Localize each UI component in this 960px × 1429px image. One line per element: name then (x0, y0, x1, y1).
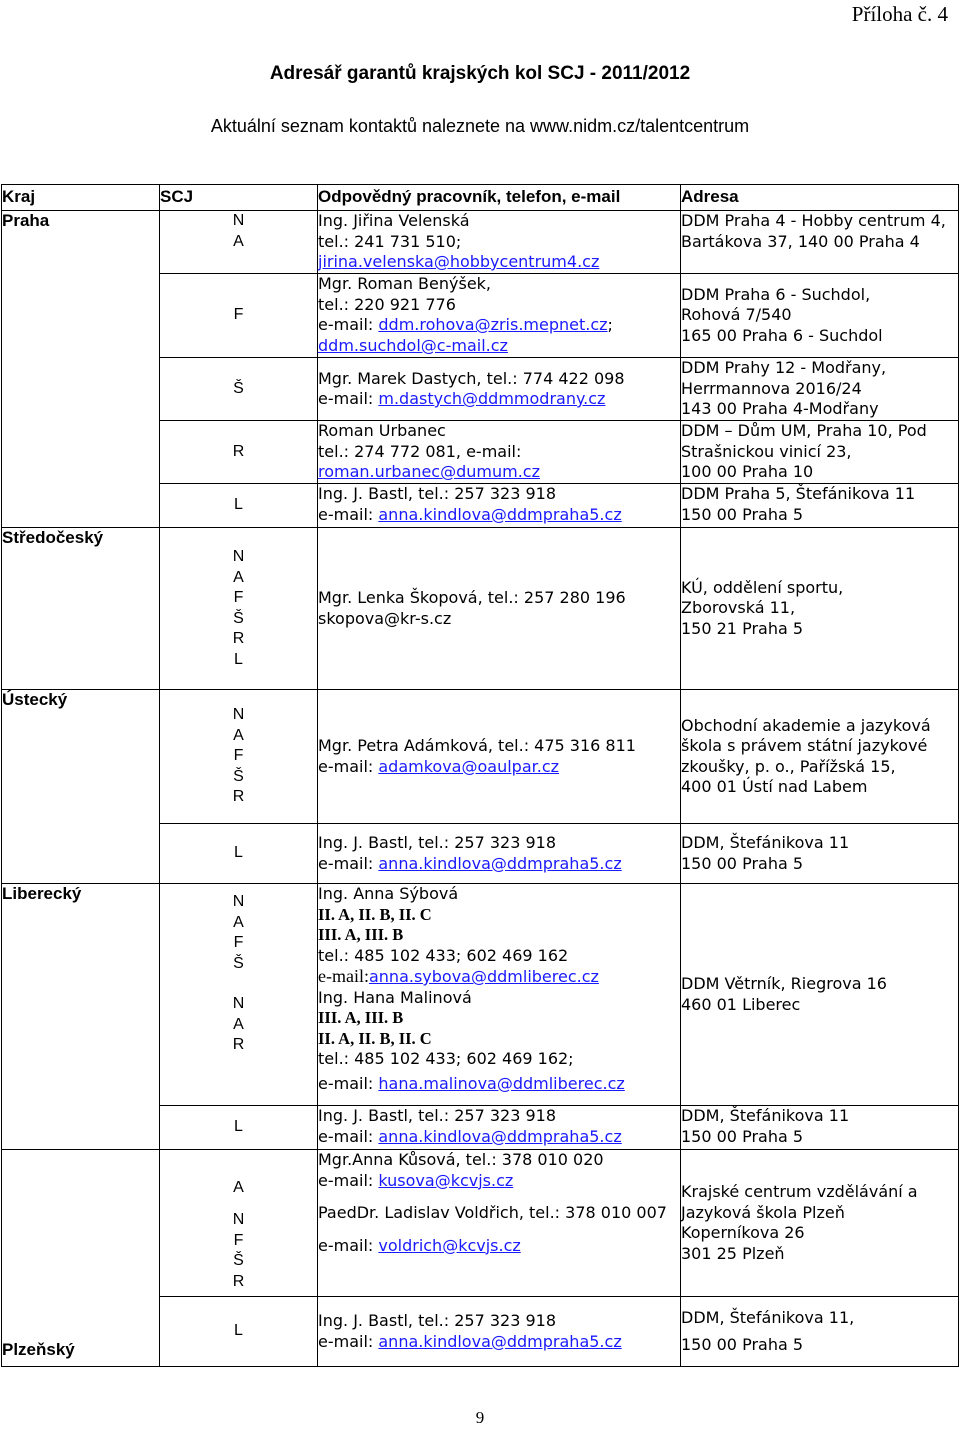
address-line: 150 00 Praha 5 (681, 853, 804, 873)
address-line: 150 00 Praha 5 (681, 504, 804, 524)
scj-letter: F (233, 1231, 244, 1249)
address-line: DDM Praha 6 - Suchdol, (681, 284, 871, 304)
address-line: 143 00 Praha 4-Modřany (681, 399, 879, 418)
email-label: e-mail: (318, 389, 379, 408)
email-label: e-mail: (318, 1126, 379, 1146)
contact-phone: tel.: 241 731 510; (318, 231, 462, 251)
contact-name: PaedDr. Ladislav Voldřich, tel.: 378 010 007 (318, 1203, 667, 1222)
address-cell (681, 824, 959, 884)
contact-name: Ing. J. Bastl, tel.: 257 323 918 (318, 484, 556, 503)
annex-label: Příloha č. 4 (851, 2, 948, 26)
scj-letter: N (232, 548, 245, 565)
scj-categories (160, 884, 318, 1106)
address-line: KÚ, oddělení sportu, (681, 577, 844, 597)
address-line: DDM, Štefánikova 11, (681, 1308, 855, 1327)
region-plzensky: Plzeňský (2, 1150, 160, 1367)
scj-letter: Š (233, 379, 244, 397)
contact-name: Ing. Hana Malinová (318, 987, 472, 1007)
address-line: 150 00 Praha 5 (681, 1126, 804, 1146)
address-cell (681, 1150, 959, 1297)
scj-categories (160, 690, 318, 824)
scj-letter: A (233, 1015, 244, 1033)
email-link[interactable]: roman.urbanec@dumum.cz (318, 462, 540, 481)
email-label: e-mail: (318, 1073, 379, 1093)
scj-letter: Š (233, 609, 244, 627)
category-list: II. A, II. B, II. C (318, 904, 432, 924)
address-line: 165 00 Praha 6 - Suchdol (681, 325, 883, 345)
address-line: DDM Praha 4 - Hobby centrum 4, (681, 211, 946, 230)
separator: ; (607, 315, 613, 334)
contact-name: Ing. J. Bastl, tel.: 257 323 918 (318, 833, 556, 852)
scj-letter: N (232, 995, 245, 1012)
address-cell (681, 211, 959, 274)
scj-letter: L (234, 1118, 243, 1136)
scj-categories (160, 421, 318, 484)
contact-phone: tel.: 220 921 776 (318, 294, 456, 314)
address-line: zkoušky, p. o., Pařížská 15, (681, 756, 896, 776)
table-header-row (2, 185, 959, 211)
region-praha: Praha (2, 211, 160, 528)
scj-letter: Š (233, 1252, 244, 1269)
email-label: e-mail: (318, 853, 379, 873)
address-line: 301 25 Plzeň (681, 1243, 785, 1263)
email-label: e-mail: (318, 504, 379, 524)
contact-cell (318, 1106, 681, 1150)
address-line: DDM Praha 5, Štefánikova 11 (681, 484, 916, 503)
address-cell (681, 690, 959, 824)
address-line: DDM, Štefánikova 11 (681, 1106, 850, 1125)
scj-categories (160, 211, 318, 274)
scj-categories (160, 1106, 318, 1150)
address-line: 400 01 Ústí nad Labem (681, 777, 868, 796)
email-link[interactable]: anna.kindlova@ddmpraha5.cz (378, 504, 622, 524)
email-link[interactable]: anna.kindlova@ddmpraha5.cz (378, 1331, 622, 1351)
contact-cell (318, 274, 681, 358)
scj-letter: A (233, 913, 244, 931)
email-link[interactable]: voldrich@kcvjs.cz (378, 1235, 521, 1255)
email-link[interactable]: kusova@kcvjs.cz (378, 1170, 514, 1190)
scj-letter: R (232, 442, 245, 460)
scj-categories (160, 1297, 318, 1367)
address-line: Koperníkova 26 (681, 1223, 805, 1242)
email-label: e-mail: (318, 1170, 379, 1190)
address-line: Zborovská 11, (681, 598, 796, 618)
scj-letter: R (232, 1272, 245, 1290)
header-kraj: Kraj (2, 185, 160, 211)
table-row (2, 690, 959, 824)
scj-categories (160, 484, 318, 528)
address-cell (681, 421, 959, 484)
address-cell (681, 884, 959, 1106)
address-cell (681, 1297, 959, 1367)
scj-letter: R (232, 788, 245, 806)
document-subtitle: Aktuální seznam kontaktů naleznete na www.nidm.cz/talentcentrum (210, 116, 750, 136)
address-line: Obchodní akademie a jazyková (681, 715, 931, 735)
scj-letter: F (233, 747, 244, 765)
address-line: Herrmannova 2016/24 (681, 378, 862, 398)
scj-letter: Š (233, 767, 244, 785)
document-title: Adresář garantů krajských kol SCJ - 2011/2012 (269, 63, 691, 84)
address-line: DDM – Dům UM, Praha 10, Pod (681, 421, 927, 440)
email-label: e-mail: (318, 756, 379, 776)
email-link[interactable]: anna.sybova@ddmliberec.cz (368, 967, 599, 986)
header-adresa: Adresa (681, 185, 959, 211)
contact-cell (318, 484, 681, 528)
region-stredocesky: Středočeský (2, 528, 160, 690)
table-row (2, 1150, 959, 1297)
email-label: e-mail: (318, 966, 369, 986)
address-line: Strašnickou vinicí 23, (681, 441, 852, 461)
scj-letter: A (233, 1178, 244, 1196)
email-link[interactable]: anna.kindlova@ddmpraha5.cz (378, 1126, 622, 1146)
contact-cell (318, 421, 681, 484)
address-cell (681, 484, 959, 528)
contact-cell (318, 824, 681, 884)
contact-name: Mgr. Roman Benýšek, (318, 274, 492, 293)
table-row (2, 884, 959, 1106)
address-line: DDM Větrník, Riegrova 16 (681, 974, 887, 993)
category-list: II. A, II. B, II. C (318, 1028, 432, 1048)
table-row (2, 211, 959, 274)
contact-name: Ing. Anna Sýbová (318, 884, 459, 903)
contact-cell (318, 358, 681, 421)
address-line: Bartákova 37, 140 00 Praha 4 (681, 231, 920, 251)
address-cell (681, 274, 959, 358)
contact-name: Mgr. Lenka Škopová, tel.: 257 280 196 (318, 588, 626, 607)
email-label: e-mail: (318, 1235, 379, 1255)
category-list: III. A, III. B (318, 925, 404, 944)
email-link[interactable]: jirina.velenska@hobbycentrum4.cz (318, 252, 600, 271)
scj-letter: R (232, 1036, 245, 1053)
address-line: škola s právem státní jazykové (681, 736, 928, 755)
contact-name: Mgr.Anna Kůsová, tel.: 378 010 020 (318, 1150, 604, 1169)
address-line: 100 00 Praha 10 (681, 462, 814, 481)
scj-letter: A (233, 568, 244, 586)
scj-letter: R (232, 630, 245, 647)
address-line: DDM, Štefánikova 11 (681, 833, 850, 852)
scj-letter: N (232, 212, 245, 229)
contact-cell (318, 1297, 681, 1367)
email-label: e-mail: (318, 315, 379, 334)
scj-letter: Š (233, 954, 244, 972)
address-line: Krajské centrum vzdělávání a (681, 1182, 918, 1201)
contact-name: Ing. J. Bastl, tel.: 257 323 918 (318, 1106, 556, 1125)
scj-letter: F (233, 306, 244, 324)
contact-name: Ing. J. Bastl, tel.: 257 323 918 (318, 1311, 556, 1330)
scj-letter: A (233, 726, 244, 744)
contact-cell (318, 211, 681, 274)
contact-email: skopova@kr-s.cz (318, 608, 452, 628)
contact-name: Mgr. Petra Adámková, tel.: 475 316 811 (318, 736, 636, 755)
scj-letter: F (233, 934, 244, 951)
address-line: DDM Prahy 12 - Modřany, (681, 358, 887, 377)
header-pracovnik: Odpovědný pracovník, telefon, e-mail (318, 185, 681, 211)
scj-letter: L (234, 650, 243, 668)
address-line: Rohová 7/540 (681, 305, 792, 325)
scj-letter: L (234, 844, 243, 862)
contact-name: Ing. Jiřina Velenská (318, 211, 470, 230)
scj-letter: N (232, 893, 245, 910)
address-line: 460 01 Liberec (681, 994, 801, 1014)
email-link[interactable]: ddm.rohova@zris.mepnet.cz (378, 315, 608, 334)
contact-phone: tel.: 274 772 081, e-mail: (318, 441, 522, 461)
scj-letter: A (233, 232, 244, 250)
category-list: III. A, III. B (318, 1008, 404, 1027)
table-row (2, 528, 959, 690)
scj-categories (160, 824, 318, 884)
scj-categories (160, 528, 318, 690)
header-scj: SCJ (160, 185, 318, 211)
address-cell (681, 528, 959, 690)
email-link[interactable]: ddm.suchdol@c-mail.cz (318, 335, 508, 355)
email-link[interactable]: anna.kindlova@ddmpraha5.cz (378, 853, 622, 873)
email-link[interactable]: adamkova@oaulpar.cz (378, 756, 560, 776)
address-line: 150 00 Praha 5 (681, 1334, 804, 1354)
scj-letter: L (234, 496, 243, 514)
scj-categories (160, 274, 318, 358)
email-link[interactable]: hana.malinova@ddmliberec.cz (378, 1073, 625, 1093)
scj-letter: F (233, 589, 244, 606)
contacts-table (1, 184, 959, 1367)
contact-phone: tel.: 485 102 433; 602 469 162; (318, 1049, 574, 1068)
contact-cell (318, 690, 681, 824)
contact-cell (318, 1150, 681, 1297)
email-link[interactable]: m.dastych@ddmmodrany.cz (378, 389, 606, 408)
contact-name: Mgr. Marek Dastych, tel.: 774 422 098 (318, 368, 625, 388)
address-line: Jazyková škola Plzeň (681, 1202, 845, 1222)
scj-letter: N (232, 1211, 245, 1228)
email-label: e-mail: (318, 1331, 379, 1351)
scj-letter: N (232, 706, 245, 724)
page-number: 9 (475, 1408, 485, 1427)
scj-letter: L (234, 1322, 243, 1340)
contact-phone: tel.: 485 102 433; 602 469 162 (318, 945, 569, 965)
address-line: 150 21 Praha 5 (681, 618, 804, 638)
contact-cell (318, 884, 681, 1106)
region-ustecky: Ústecký (2, 690, 160, 884)
contact-name: Roman Urbanec (318, 421, 446, 440)
region-liberecky: Liberecký (2, 884, 160, 1150)
scj-categories (160, 1150, 318, 1297)
address-cell (681, 358, 959, 421)
contact-cell (318, 528, 681, 690)
address-cell (681, 1106, 959, 1150)
scj-categories (160, 358, 318, 421)
